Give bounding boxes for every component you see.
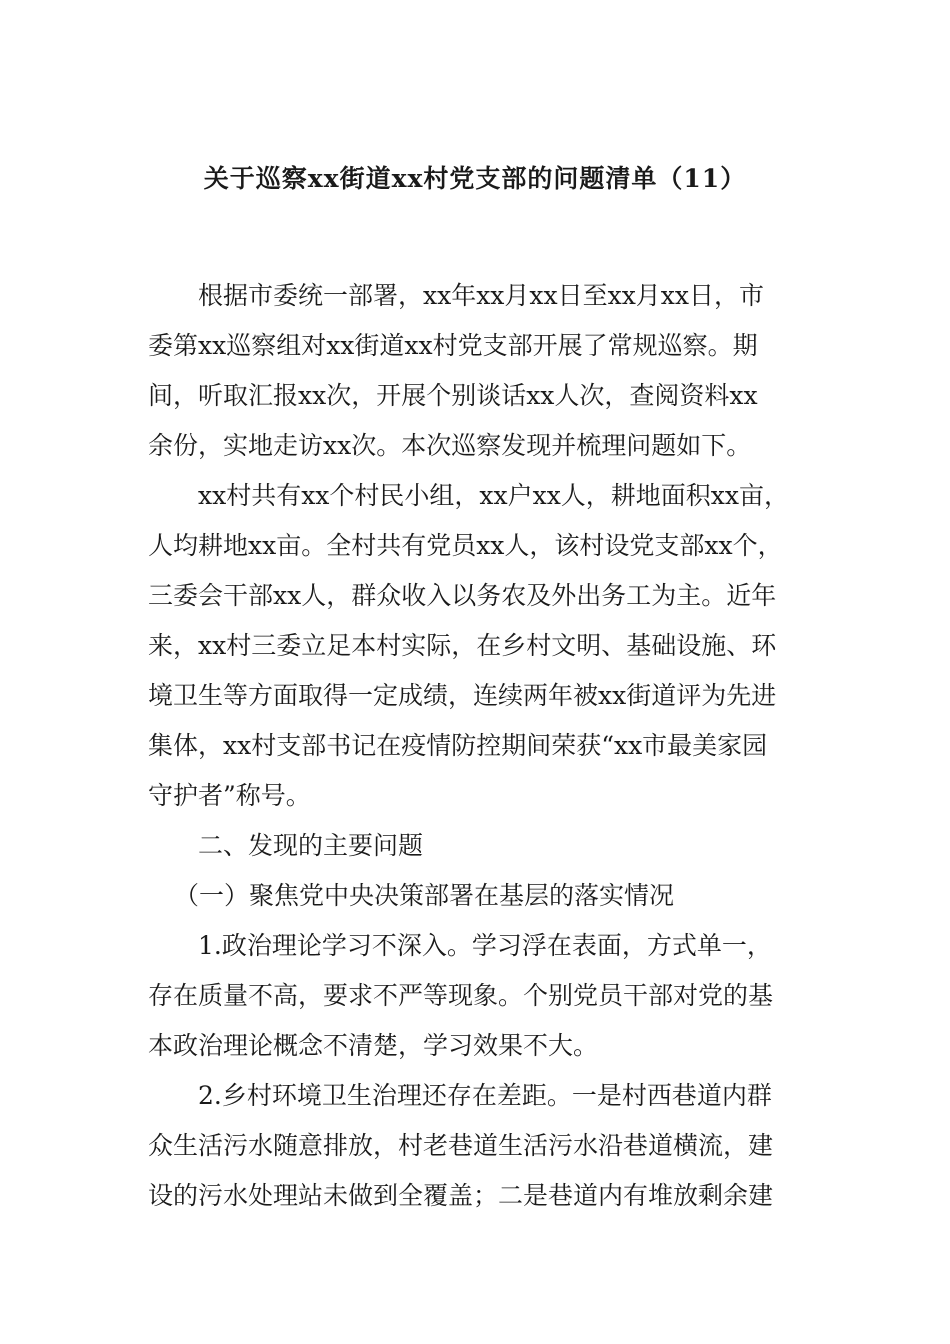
paragraph-line: 委第xx巡察组对xx街道xx村党支部开展了常规巡察。期 (148, 331, 758, 360)
paragraph-line: 1.政治理论学习不深入。学习浮在表面，方式单一， (198, 931, 772, 960)
document-title: 关于巡察xx街道xx村党支部的问题清单（11） (203, 164, 747, 193)
section-heading: 二、发现的主要问题 (198, 831, 424, 860)
list-item-2 (148, 1071, 808, 1221)
paragraph-line: 集体，xx村支部书记在疫情防控期间荣获“xx市最美家园 (148, 731, 768, 760)
paragraph-line: 众生活污水随意排放，村老巷道生活污水沿巷道横流，建 (148, 1131, 774, 1160)
paragraph-line: 人均耕地xx亩。全村共有党员xx人，该村设党支部xx个， (148, 531, 783, 560)
paragraph-line: 来，xx村三委立足本村实际，在乡村文明、基础设施、环 (148, 631, 777, 660)
paragraph-line: 余份，实地走访xx次。本次巡察发现并梳理问题如下。 (148, 431, 752, 460)
paragraph-line: 根据市委统一部署，xx年xx月xx日至xx月xx日，市 (198, 281, 764, 310)
paragraph-line: 存在质量不高，要求不严等现象。个别党员干部对党的基 (148, 981, 774, 1010)
paragraph-line: 本政治理论概念不清楚，学习效果不大。 (148, 1031, 599, 1060)
paragraph-village-overview (148, 471, 808, 821)
paragraph-line: xx村共有xx个村民小组，xx户xx人，耕地面积xx亩， (198, 481, 789, 510)
subsection-heading: （一）聚焦党中央决策部署在基层的落实情况 (174, 881, 675, 910)
paragraph-line: 三委会干部xx人，群众收入以务农及外出务工为主。近年 (148, 581, 777, 610)
paragraph-line: 守护者”称号。 (148, 781, 311, 810)
paragraph-intro (148, 271, 808, 471)
paragraph-line: 设的污水处理站未做到全覆盖；二是巷道内有堆放剩余建 (148, 1181, 774, 1210)
document-body (148, 271, 808, 1221)
paragraph-line: 境卫生等方面取得一定成绩，连续两年被xx街道评为先进 (148, 681, 777, 710)
paragraph-line: 2.乡村环境卫生治理还存在差距。一是村西巷道内群 (198, 1081, 772, 1110)
list-item-1 (148, 921, 808, 1071)
paragraph-line: 间，听取汇报xx次，开展个别谈话xx人次，查阅资料xx (148, 381, 758, 410)
